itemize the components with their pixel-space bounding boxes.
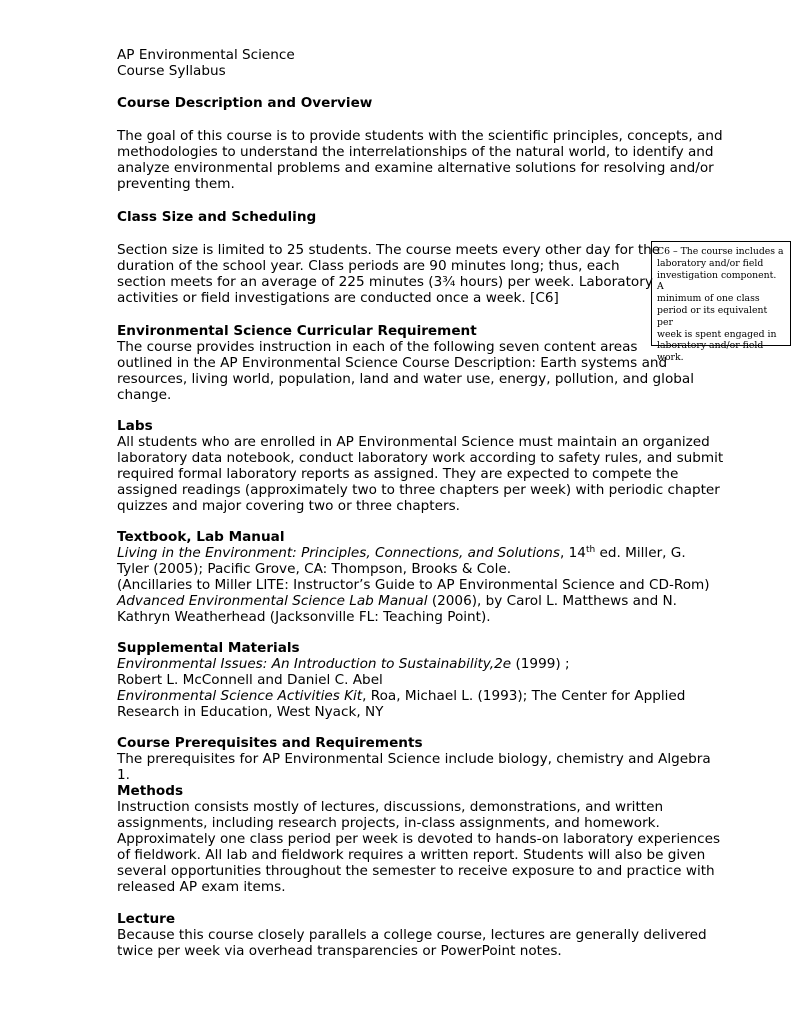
class-size-line: activities or field investigations are conducted once a week. [C6]	[117, 290, 559, 306]
section-heading-lecture: Lecture	[117, 911, 176, 927]
document-subtitle: Course Syllabus	[117, 63, 226, 79]
textbook-line: Kathryn Weatherhead (Jacksonville FL: Teaching Point).	[117, 609, 491, 625]
section-heading-description: Course Description and Overview	[117, 95, 373, 111]
curricular-line: resources, living world, population, land and water use, energy, pollution, and global	[117, 371, 694, 387]
section-heading-methods: Methods	[117, 783, 184, 799]
description-line: preventing them.	[117, 176, 235, 192]
course-title: AP Environmental Science	[117, 47, 295, 63]
class-size-line: section meets for an average of 225 minutes (3¾ hours) per week. Laboratory	[117, 274, 653, 290]
textbook-citation-line: Living in the Environment: Principles, Connections, and Solutions, 14th ed. Miller, G.	[117, 545, 686, 561]
lab-manual-title: Advanced Environmental Science Lab Manual	[117, 593, 428, 609]
section-heading-textbook: Textbook, Lab Manual	[117, 529, 285, 545]
labs-line: assigned readings (approximately two to three chapters per week) with periodic chapter	[117, 482, 720, 498]
labs-line: required formal laboratory reports as assigned. They are expected to compete the	[117, 466, 679, 482]
methods-line: several opportunities throughout the semester to receive exposure to and practice with	[117, 863, 715, 879]
methods-line: of fieldwork. All lab and fieldwork requires a written report. Students will also be given	[117, 847, 706, 863]
supplemental-title: Environmental Issues: An Introduction to Sustainability,2e	[117, 656, 512, 672]
lecture-line: twice per week via overhead transparencies or PowerPoint notes.	[117, 943, 562, 959]
prerequisites-line: 1.	[117, 767, 130, 783]
class-size-line: duration of the school year. Class periods are 90 minutes long; thus, each	[117, 258, 620, 274]
methods-line: released AP exam items.	[117, 879, 286, 895]
description-line: analyze environmental problems and examine alternative solutions for resolving and/or	[117, 160, 714, 176]
textbook-line: Tyler (2005); Pacific Grove, CA: Thompson, Brooks & Cole.	[117, 561, 512, 577]
labs-line: laboratory data notebook, conduct laboratory work according to safety rules, and submit	[117, 450, 724, 466]
prerequisites-line: The prerequisites for AP Environmental Science include biology, chemistry and Algebra	[117, 751, 711, 767]
lab-manual-citation-line: Advanced Environmental Science Lab Manual (2006), by Carol L. Matthews and N.	[117, 593, 678, 609]
section-heading-supplemental: Supplemental Materials	[117, 640, 300, 656]
section-heading-curricular: Environmental Science Curricular Requirement	[117, 323, 477, 339]
supplemental-citation-line: Environmental Issues: An Introduction to Sustainability,2e (1999) ;	[117, 656, 570, 672]
supplemental-line: Research in Education, West Nyack, NY	[117, 704, 384, 720]
methods-line: Instruction consists mostly of lectures, discussions, demonstrations, and written	[117, 799, 664, 815]
c6-side-note: C6 – The course includes a laboratory and/or field investigation component. A minimum of one class period or its equivalent per week is spent engaged in laboratory and/or field work.	[651, 241, 791, 346]
textbook-line: (Ancillaries to Miller LITE: Instructor’s Guide to AP Environmental Science and CD-Rom)	[117, 577, 710, 593]
description-line: The goal of this course is to provide students with the scientific principles, concepts, and	[117, 128, 723, 144]
methods-line: assignments, including research projects, in-class assignments, and homework.	[117, 815, 660, 831]
description-line: methodologies to understand the interrelationships of the natural world, to identify and	[117, 144, 714, 160]
methods-line: Approximately one class period per week is devoted to hands-on laboratory experiences	[117, 831, 721, 847]
supplemental-line: Robert L. McConnell and Daniel C. Abel	[117, 672, 383, 688]
class-size-line: Section size is limited to 25 students. The course meets every other day for the	[117, 242, 661, 258]
curricular-line: change.	[117, 387, 172, 403]
supplemental-citation-line: Environmental Science Activities Kit, Roa, Michael L. (1993); The Center for Applied	[117, 688, 686, 704]
lecture-line: Because this course closely parallels a college course, lectures are generally delivered	[117, 927, 707, 943]
textbook-title: Living in the Environment: Principles, Connections, and Solutions	[117, 545, 560, 561]
section-heading-class-size: Class Size and Scheduling	[117, 209, 317, 225]
section-heading-prerequisites: Course Prerequisites and Requirements	[117, 735, 423, 751]
section-heading-labs: Labs	[117, 418, 153, 434]
labs-line: All students who are enrolled in AP Environmental Science must maintain an organized	[117, 434, 710, 450]
supplemental-title: Environmental Science Activities Kit	[117, 688, 363, 704]
labs-line: quizzes and major covering two or three chapters.	[117, 498, 460, 514]
curricular-line: The course provides instruction in each of the following seven content areas	[117, 339, 638, 355]
curricular-line: outlined in the AP Environmental Science Course Description: Earth systems and	[117, 355, 668, 371]
